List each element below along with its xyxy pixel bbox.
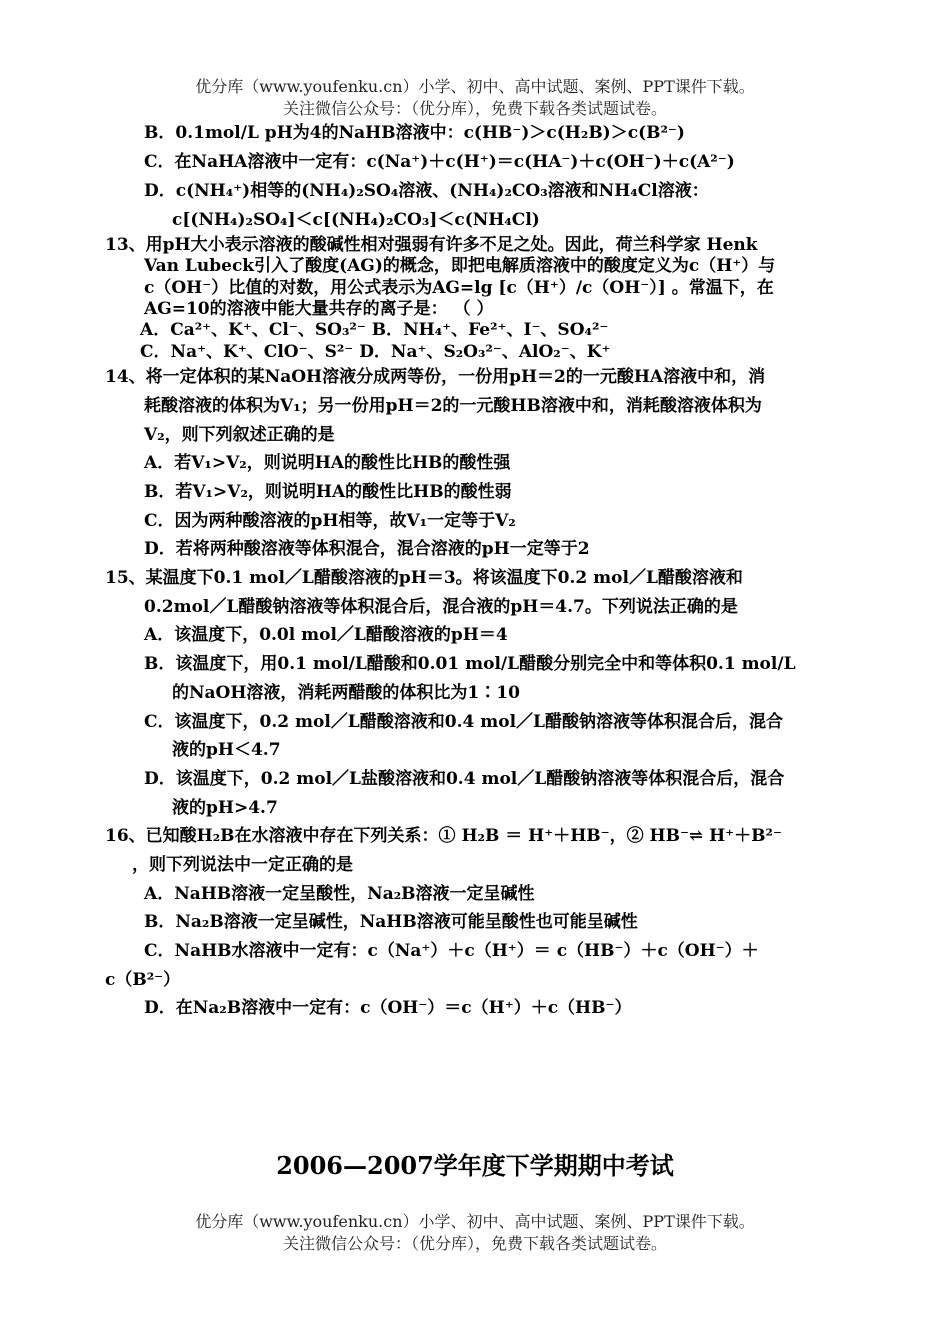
exam-title: 2006—2007学年度下学期期中考试 <box>276 1151 674 1180</box>
header-line-1: 优分库（www.youfenku.cn）小学、初中、高中试题、案例、PPT课件下载。 <box>195 77 755 96</box>
q16-option-b: B．Na₂B溶液一定呈碱性，NaHB溶液可能呈酸性也可能呈碱性 <box>144 912 638 932</box>
footer-line-2: 关注微信公众号：（优分库），免费下载各类试题试卷。 <box>282 1234 667 1253</box>
footer-line-1: 优分库（www.youfenku.cn）小学、初中、高中试题、案例、PPT课件下载。 <box>195 1212 755 1231</box>
q15-stem-1: 15、某温度下0.1 mol／L醋酸溶液的pH＝3。将该温度下0.2 mol／L醋酸溶液和 <box>105 568 743 588</box>
q15-option-a: A．该温度下，0.0l mol／L醋酸溶液的pH＝4 <box>144 625 508 645</box>
q14-stem-3: V₂，则下列叙述正确的是 <box>144 425 335 445</box>
q13-stem-4: AG=10的溶液中能大量共存的离子是： （ ） <box>144 299 494 319</box>
q15-option-d-cont: 液的pH>4.7 <box>172 798 278 818</box>
q13-stem-1: 13、用pH大小表示溶液的酸碱性相对强弱有许多不足之处。因此，荷兰科学家 Henk <box>105 235 758 255</box>
q13-stem-2: Van Lubeck引入了酸度(AG)的概念，即把电解质溶液中的酸度定义为c（H⁺）与 <box>144 256 776 276</box>
q14-stem-2: 耗酸溶液的体积为V₁；另一份用pH＝2的一元酸HB溶液中和，消耗酸溶液体积为 <box>144 396 762 416</box>
q15-stem-2: 0.2mol／L醋酸钠溶液等体积混合后，混合液的pH＝4.7。下列说法正确的是 <box>144 597 738 617</box>
q14-option-b: B．若V₁>V₂，则说明HA的酸性比HB的酸性弱 <box>144 482 512 502</box>
q13-stem-3: c（OH⁻）比值的对数，用公式表示为AG=lg [c（H⁺）/c（OH⁻）] 。常温下，在 <box>144 278 774 298</box>
q12-option-d: D．c(NH₄⁺)相等的(NH₄)₂SO₄溶液、(NH₄)₂CO₃溶液和NH₄Cl溶液： <box>144 181 709 201</box>
q14-option-c: C．因为两种酸溶液的pH相等，故V₁一定等于V₂ <box>144 511 516 531</box>
q12-option-c: C．在NaHA溶液中一定有：c(Na⁺)＋c(H⁺)＝c(HA⁻)＋c(OH⁻)＋c(A²⁻) <box>144 152 735 172</box>
q16-stem-2: ，则下列说法中一定正确的是 <box>132 855 353 875</box>
q16-stem-1: 16、已知酸H₂B在水溶液中存在下列关系：① H₂B ＝ H⁺＋HB⁻，② HB⁻⇌ H⁺＋B²⁻ <box>105 826 782 846</box>
q16-option-a: A．NaHB溶液一定呈酸性，Na₂B溶液一定呈碱性 <box>144 884 535 904</box>
q15-option-b: B．该温度下，用0.1 mol/L醋酸和0.01 mol/L醋酸分别完全中和等体积0.1 mol/L <box>144 654 796 674</box>
q16-option-c: C．NaHB水溶液中一定有：c（Na⁺）＋c（H⁺）＝ c（HB⁻）＋c（OH⁻）＋ <box>144 941 759 961</box>
q12-option-b: B．0.1mol/L pH为4的NaHB溶液中：c(HB⁻)＞c(H₂B)＞c(B²⁻) <box>144 123 685 143</box>
q16-option-d: D．在Na₂B溶液中一定有：c（OH⁻）＝c（H⁺）＋c（HB⁻） <box>144 998 632 1018</box>
q15-option-b-cont: 的NaOH溶液，消耗两醋酸的体积比为1∶10 <box>172 683 520 703</box>
q13-options-ab: A．Ca²⁺、K⁺、Cl⁻、SO₃²⁻ B．NH₄⁺、Fe²⁺、I⁻、SO₄²⁻ <box>140 320 609 340</box>
header-line-2: 关注微信公众号：（优分库），免费下载各类试题试卷。 <box>282 99 667 118</box>
q12-option-d-cont: c[(NH₄)₂SO₄]＜c[(NH₄)₂CO₃]＜c(NH₄Cl) <box>172 210 540 230</box>
q14-option-d: D．若将两种酸溶液等体积混合，混合溶液的pH一定等于2 <box>144 539 590 559</box>
q15-option-c-cont: 液的pH＜4.7 <box>172 740 281 760</box>
q15-option-d: D．该温度下，0.2 mol／L盐酸溶液和0.4 mol／L醋酸钠溶液等体积混合后，混合 <box>144 769 785 789</box>
q14-stem-1: 14、将一定体积的某NaOH溶液分成两等份，一份用pH＝2的一元酸HA溶液中和，消 <box>105 367 766 387</box>
q13-options-cd: C．Na⁺、K⁺、ClO⁻、S²⁻ D．Na⁺、S₂O₃²⁻、AlO₂⁻、K⁺ <box>140 342 611 362</box>
q16-option-c-cont: c（B²⁻） <box>105 970 181 990</box>
q15-option-c: C．该温度下，0.2 mol／L醋酸溶液和0.4 mol／L醋酸钠溶液等体积混合后，混合 <box>144 712 783 732</box>
q14-option-a: A．若V₁>V₂，则说明HA的酸性比HB的酸性强 <box>144 453 511 473</box>
